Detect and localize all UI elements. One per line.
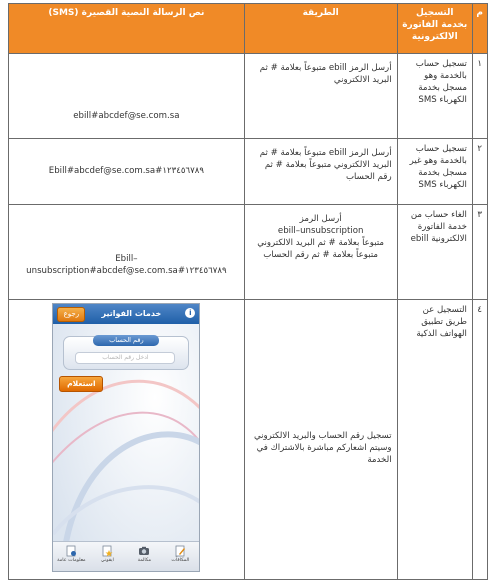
app-title: خدمات الفواتير bbox=[101, 309, 162, 318]
info-icon[interactable]: i bbox=[185, 308, 195, 318]
row-method bbox=[244, 139, 397, 205]
edit-doc-icon bbox=[174, 545, 186, 557]
sms-text: Ebill#abcdef@se.com.sa#١٢٣٤٥٦٧٨٩ bbox=[48, 166, 204, 176]
tab-rewards[interactable] bbox=[164, 545, 196, 569]
tab-general-info[interactable] bbox=[55, 545, 87, 569]
table-row bbox=[9, 54, 488, 139]
row-num: ٣ bbox=[472, 205, 487, 300]
row-method bbox=[244, 54, 397, 139]
account-number-label: رقم الحساب bbox=[93, 335, 159, 346]
row-registration: تسجيل حساب بالخدمة وهو مسجل بخدمة الكهرباء SMS bbox=[397, 54, 472, 139]
row-method bbox=[244, 205, 397, 300]
table-header-row bbox=[9, 4, 488, 54]
info-doc-icon bbox=[65, 545, 77, 557]
table-row bbox=[9, 300, 488, 580]
row-method bbox=[244, 300, 397, 580]
row-registration: التسجيل عن طريق تطبيق الهواتف الذكية bbox=[397, 300, 472, 580]
sms-text: unsubscription#abcdef@se.com.sa#١٢٣٤٥٦٧٨٩ bbox=[26, 266, 227, 276]
method-text: أرسل الرمز ebill متبوعاً بعلامة # ثم البريد الالكتروني bbox=[259, 63, 392, 85]
header-registration: التسجيل بخدمة الفاتورة الالكترونية bbox=[397, 4, 472, 54]
tab-favorites[interactable] bbox=[91, 545, 123, 569]
row-sms bbox=[9, 205, 245, 300]
row-num: ٤ bbox=[472, 300, 487, 580]
phone-app-screenshot bbox=[52, 303, 200, 572]
method-text: أرسل الرمز ebill متبوعاً بعلامة # ثم البريد الالكتروني متبوعاً بعلامة # ثم رقم الحساب bbox=[259, 148, 392, 182]
tab-label: المكافآت bbox=[171, 558, 190, 563]
tab-label: ايقوني bbox=[100, 558, 114, 563]
tab-label: مكالمة bbox=[137, 558, 152, 563]
row-phone-screenshot bbox=[9, 300, 245, 580]
row-num: ٢ bbox=[472, 139, 487, 205]
table-row bbox=[9, 139, 488, 205]
tab-call[interactable] bbox=[128, 545, 160, 569]
sms-text: ebill#abcdef@se.com.sa bbox=[73, 111, 180, 121]
method-code: ebill–unsubscription bbox=[277, 226, 364, 236]
header-num: م bbox=[472, 4, 487, 54]
tab-label: معلومات عامة bbox=[57, 558, 86, 563]
account-number-input[interactable]: ادخل رقم الحساب bbox=[75, 352, 175, 364]
method-text: متبوعاً بعلامة # ثم البريد الالكتروني متبوعاً بعلامة # ثم رقم الحساب bbox=[257, 238, 385, 260]
camera-icon bbox=[138, 545, 150, 557]
row-sms bbox=[9, 54, 245, 139]
row-registration: تسجيل حساب بالخدمة وهو غير مسجل بخدمة الكهرباء SMS bbox=[397, 139, 472, 205]
row-num: ١ bbox=[472, 54, 487, 139]
ebill-registration-table bbox=[8, 3, 488, 580]
table-row bbox=[9, 205, 488, 300]
header-sms: نص الرسالة النصية القصيرة (SMS) bbox=[9, 4, 245, 54]
row-registration: الغاء حساب من خدمة الفاتورة الالكترونية ebill bbox=[397, 205, 472, 300]
star-doc-icon bbox=[101, 545, 113, 557]
query-button[interactable]: استعلام bbox=[59, 376, 103, 392]
row-sms bbox=[9, 139, 245, 205]
method-text: أرسل الرمز bbox=[299, 214, 342, 224]
back-button[interactable]: رجوع bbox=[57, 307, 85, 322]
method-text: تسجيل رقم الحساب والبريد الالكتروني وسيتم اشعاركم مباشرة بالاشتراك في الخدمة bbox=[253, 431, 392, 465]
sms-text: Ebill– bbox=[115, 254, 138, 264]
header-method: الطريقة bbox=[244, 4, 397, 54]
